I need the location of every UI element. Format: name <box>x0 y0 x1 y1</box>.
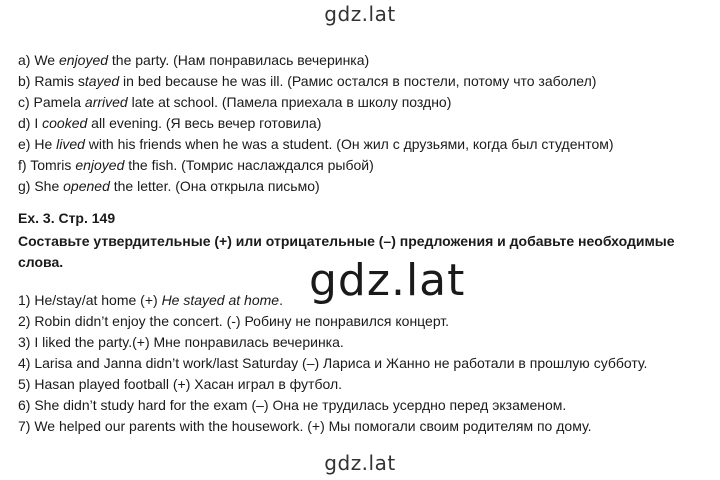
answer-line-d <box>18 113 614 134</box>
answer-text: b) Ramis s <box>18 73 85 89</box>
answer-text: 7) We helped our parents with the housework. (+) Мы помогали своим родителям по дому. <box>18 418 592 434</box>
answer-text: g) She <box>18 178 64 194</box>
answer-verb: arrived <box>84 94 128 110</box>
answer-translation: all evening. (Я весь вечер готовила) <box>87 115 322 131</box>
answer-text: d) I <box>18 115 43 131</box>
answer-verb: lived <box>56 136 85 152</box>
answer-line-7 <box>18 416 647 437</box>
answer-verb: cooked <box>42 115 88 131</box>
answer-verb: enjoyed <box>58 52 109 68</box>
answer-text: 2) Robin didn’t enjoy the concert. (-) Робину не понравился концерт. <box>18 313 450 329</box>
answer-line-g <box>18 176 614 197</box>
answer-line-6 <box>18 395 647 416</box>
answer-line-a <box>18 50 614 71</box>
answer-line-3 <box>18 332 647 353</box>
answer-translation: in bed because he was ill. (Рамис остался в постели, потому что заболел) <box>119 73 597 89</box>
exercise-task: Составьте утвердительные (+) или отрицательные (–) предложения и добавьте необходимые слова. <box>18 233 675 270</box>
answer-line-e <box>18 134 614 155</box>
answer-sentence: He stayed at home <box>161 292 280 308</box>
answer-text: f) Tomris <box>18 157 76 173</box>
answer-punct: . <box>279 292 283 308</box>
answer-text: 6) She didn’t study hard for the exam (–) Она не трудилась усердно перед экзаменом. <box>18 397 567 413</box>
answer-line-b <box>18 71 614 92</box>
answer-translation: the party. (Нам понравилась вечеринка) <box>108 52 370 68</box>
answers-part-2 <box>18 290 647 437</box>
answer-translation: with his friends when he was a student. (Он жил с друзьями, когда был студентом) <box>84 136 614 152</box>
answer-text: a) We <box>18 52 59 68</box>
answer-verb: tayed <box>84 73 120 89</box>
answer-translation: the fish. (Томрис наслаждался рыбой) <box>124 157 374 173</box>
watermark-bottom: gdz.lat <box>324 451 396 475</box>
answer-text: c) Pamela <box>18 94 85 110</box>
exercise-title: Ex. 3. Стр. 149 <box>18 210 116 226</box>
answer-text: 1) He/stay/at home (+) <box>18 292 162 308</box>
answer-translation: the letter. (Она открыла письмо) <box>109 178 320 194</box>
answer-verb: opened <box>63 178 110 194</box>
answer-text: 3) I liked the party.(+) Мне понравилась вечеринка. <box>18 334 344 350</box>
answer-line-f <box>18 155 614 176</box>
answer-line-2 <box>18 311 647 332</box>
answer-text: 4) Larisa and Janna didn’t work/last Saturday (–) Лариса и Жанно не работали в прошлую субботу. <box>18 355 648 371</box>
answers-part-1 <box>18 50 614 197</box>
answer-line-1 <box>18 290 647 311</box>
answer-text: 5) Hasan played football (+) Хасан играл в футбол. <box>18 376 343 392</box>
answer-line-c <box>18 92 614 113</box>
answer-line-4 <box>18 353 647 374</box>
watermark-top: gdz.lat <box>324 2 396 26</box>
answer-text: e) He <box>18 136 57 152</box>
answer-translation: late at school. (Памела приехала в школу поздно) <box>127 94 452 110</box>
answer-line-5 <box>18 374 647 395</box>
watermark-center: gdz.lat <box>309 255 466 306</box>
answer-verb: enjoyed <box>75 157 125 173</box>
